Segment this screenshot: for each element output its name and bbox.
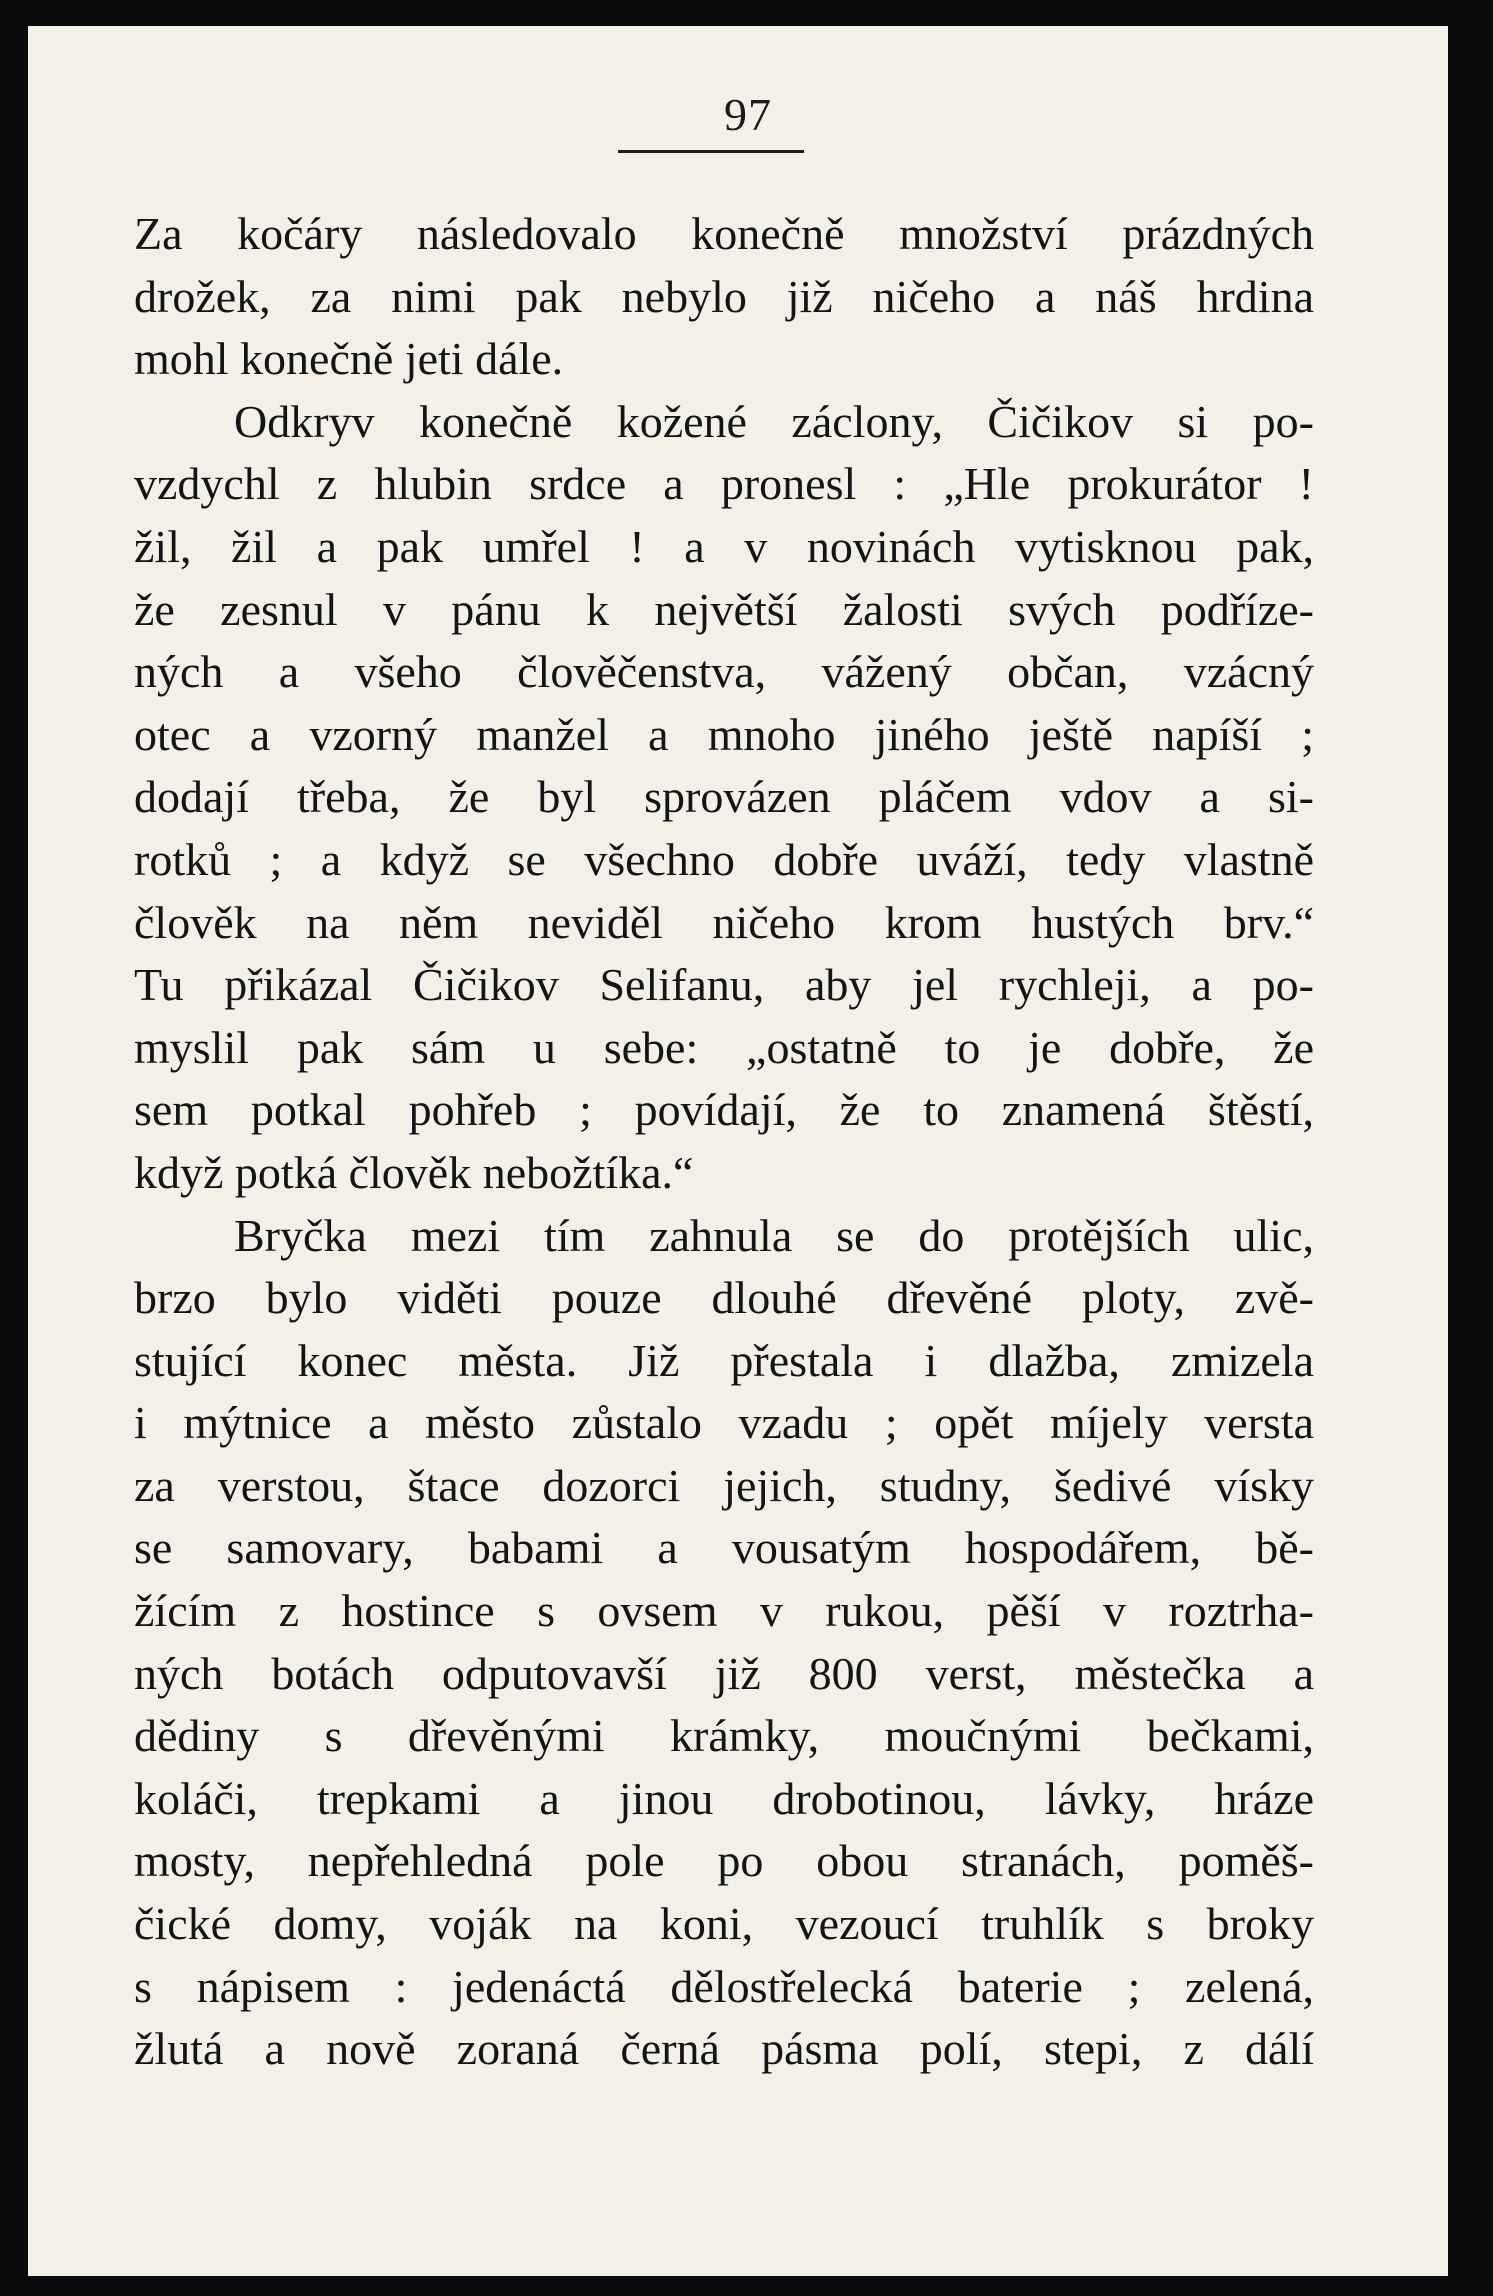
text-line: otec a vzorný manžel a mnoho jiného ještě napíší ; bbox=[134, 708, 1314, 760]
text-line: žícím z hostince s ovsem v rukou, pěší v roztrha- bbox=[134, 1585, 1314, 1637]
text-line: že zesnul v pánu k největší žalosti svých podříze- bbox=[134, 583, 1314, 635]
text-line: se samovary, babami a vousatým hospodářem, bě- bbox=[134, 1522, 1314, 1574]
text-line: myslil pak sám u sebe: „ostatně to je dobře, že bbox=[134, 1021, 1314, 1073]
page-number: 97 bbox=[724, 89, 772, 140]
text-line: stující konec města. Již přestala i dlažba, zmizela bbox=[134, 1334, 1314, 1386]
text-line: žil, žil a pak umřel ! a v novinách vytisknou pak, bbox=[134, 520, 1314, 572]
text-line: Odkryv konečně kožené záclony, Čičikov si po- bbox=[234, 395, 1314, 447]
text-line: i mýtnice a město zůstalo vzadu ; opět míjely versta bbox=[134, 1397, 1314, 1449]
text-line: za verstou, štace dozorci jejich, studny, šedivé vísky bbox=[134, 1459, 1314, 1511]
body-text bbox=[134, 203, 1314, 2081]
text-line: když potká člověk nebožtíka.“ bbox=[134, 1146, 694, 1198]
text-line: vzdychl z hlubin srdce a pronesl : „Hle prokurátor ! bbox=[134, 458, 1314, 510]
text-line: čické domy, voják na koni, vezoucí truhlík s broky bbox=[134, 1898, 1314, 1950]
text-line: Tu přikázal Čičikov Selifanu, aby jel rychleji, a po- bbox=[134, 959, 1314, 1011]
text-line: ných botách odputovavší již 800 verst, městečka a bbox=[134, 1647, 1314, 1699]
text-line: drožek, za nimi pak nebylo již ničeho a náš hrdina bbox=[134, 270, 1314, 322]
book-page bbox=[28, 26, 1448, 2276]
text-line: mosty, nepřehledná pole po obou stranách, poměš- bbox=[134, 1835, 1314, 1887]
text-line: dodají třeba, že byl sprovázen pláčem vdov a si- bbox=[134, 771, 1314, 823]
text-line: sem potkal pohřeb ; povídají, že to znamená štěstí, bbox=[134, 1084, 1314, 1136]
text-line: Bryčka mezi tím zahnula se do protějších ulic, bbox=[234, 1209, 1314, 1261]
text-line: člověk na něm neviděl ničeho krom hustých brv.“ bbox=[134, 896, 1314, 948]
text-line: mohl konečně jeti dále. bbox=[134, 333, 564, 385]
text-line: rotků ; a když se všechno dobře uváží, tedy vlastně bbox=[134, 833, 1314, 885]
text-line: dědiny s dřevěnými krámky, moučnými bečkami, bbox=[134, 1710, 1314, 1762]
text-line: žlutá a nově zoraná černá pásma polí, stepi, z dálí bbox=[134, 2023, 1314, 2075]
text-line: brzo bylo viděti pouze dlouhé dřevěné ploty, zvě- bbox=[134, 1272, 1314, 1324]
text-line: s nápisem : jedenáctá dělostřelecká baterie ; zelená, bbox=[134, 1960, 1314, 2012]
text-line: ných a všeho člověčenstva, vážený občan, vzácný bbox=[134, 646, 1314, 698]
text-line: koláči, trepkami a jinou drobotinou, lávky, hráze bbox=[134, 1772, 1314, 1824]
text-line: Za kočáry následovalo konečně množství prázdných bbox=[134, 208, 1314, 259]
page-number-rule bbox=[618, 150, 804, 153]
